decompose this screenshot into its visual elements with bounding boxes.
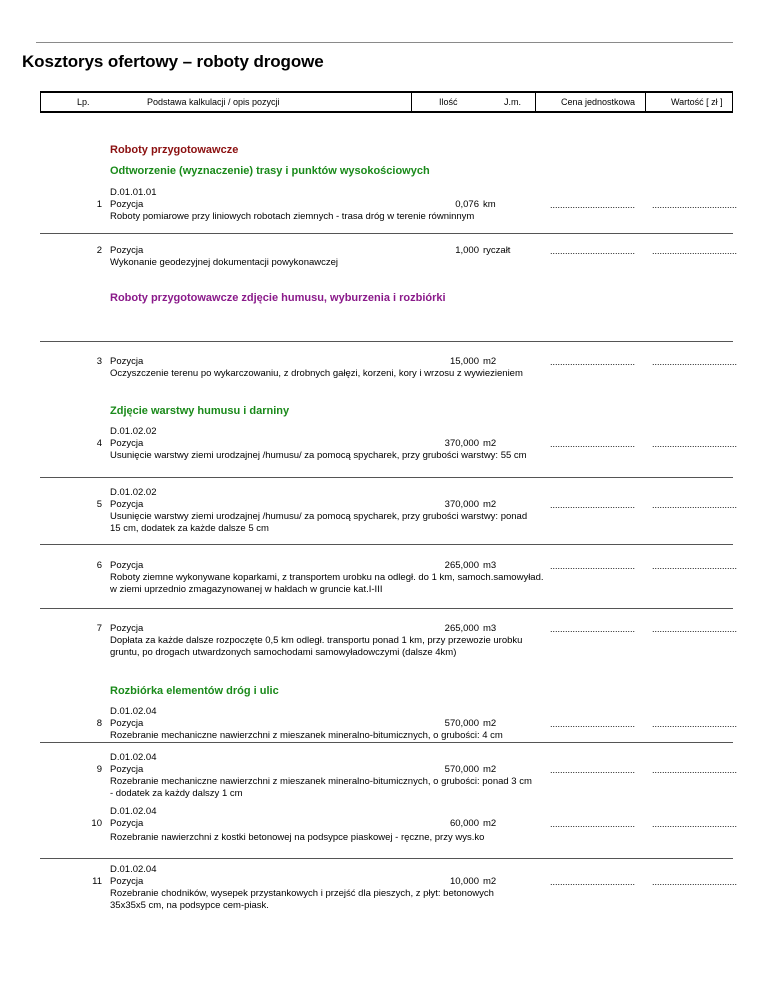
item-code: D.01.02.04 <box>110 706 157 717</box>
item-quantity: 0,076 <box>455 199 479 210</box>
item-quantity: 265,000 <box>444 560 479 571</box>
item-description: Rozebranie nawierzchni z kostki betonowej na podsypce piaskowej - ręczne, przy wys.ko <box>110 832 485 843</box>
price-field[interactable]: .................................. <box>550 877 636 887</box>
page-title: Kosztorys ofertowy – roboty drogowe <box>22 52 324 71</box>
item-unit: m2 <box>483 718 497 729</box>
item-description: Dopłata za każde dalsze rozpoczęte 0,5 km odległ. transportu ponad 1 km, przy przewozie urobku gruntu, po drogach utwardzonych samochodami samowyładowczymi (dalsze 4km) <box>110 635 523 658</box>
item-quantity: 570,000 <box>444 764 479 775</box>
item-number: 7 <box>96 623 102 634</box>
item-label: Pozycja <box>110 356 144 367</box>
item-quantity: 60,000 <box>449 818 479 829</box>
item-code: D.01.02.02 <box>110 426 157 437</box>
price-field[interactable]: .................................. <box>550 246 636 256</box>
item-label: Pozycja <box>110 623 144 634</box>
item-number: 11 <box>92 876 102 887</box>
item-number: 10 <box>91 818 102 829</box>
item-unit: m2 <box>483 438 497 449</box>
section-heading: Zdjęcie warstwy humusu i darniny <box>110 405 290 417</box>
section-heading: Rozbiórka elementów dróg i ulic <box>110 685 279 697</box>
header-cena: Cena jednostkowa <box>561 97 636 107</box>
item-unit: m2 <box>483 876 497 887</box>
price-field[interactable]: .................................. <box>550 624 636 634</box>
section-heading: Odtworzenie (wyznaczenie) trasy i punktów wysokościowych <box>110 165 430 177</box>
section-heading: Roboty przygotowawcze <box>110 144 239 156</box>
item-description: Oczyszczenie terenu po wykarczowaniu, z drobnych gałęzi, korzeni, kory i wrzosu z wywiezieniem <box>110 368 523 379</box>
value-field[interactable]: .................................. <box>652 246 738 256</box>
row-separator <box>40 477 733 478</box>
item-label: Pozycja <box>110 818 144 829</box>
item-unit: m3 <box>483 560 497 571</box>
item-number: 8 <box>96 718 102 729</box>
row-separator <box>40 858 733 859</box>
item-quantity: 10,000 <box>449 876 479 887</box>
row-separator <box>40 341 733 342</box>
item-description: Roboty ziemne wykonywane koparkami, z transportem urobku na odległ. do 1 km, samoch.samowyład. w ziemi uprzednio zmagazynowanej w hałdach w gruncie kat.I-III <box>110 572 544 595</box>
section-heading: Roboty przygotowawcze zdjęcie humusu, wyburzenia i rozbiórki <box>110 292 446 304</box>
item-description: Wykonanie geodezyjnej dokumentacji powykonawczej <box>110 257 339 268</box>
item-quantity: 370,000 <box>444 499 479 510</box>
item-unit: m2 <box>483 499 497 510</box>
item-description: Rozebranie chodników, wysepek przystankowych i przejść dla pieszych, z płyt: betonowych 35x35x5 cm, na podsypce cem-piask. <box>110 888 494 911</box>
item-number: 9 <box>96 764 102 775</box>
header-ilosc: Ilość <box>439 97 458 107</box>
price-field[interactable]: .................................. <box>550 819 636 829</box>
item-number: 6 <box>96 560 102 571</box>
item-description: Usunięcie warstwy ziemi urodzajnej /humusu/ za pomocą spycharek, przy grubości warstwy: 55 cm <box>110 450 527 461</box>
row-separator <box>40 742 733 743</box>
item-description: Rozebranie mechaniczne nawierzchni z mieszanek mineralno-bitumicznych, o grubości: ponad 3 cm - dodatek za każdy dalszy 1 cm <box>110 776 532 799</box>
item-code: D.01.01.01 <box>110 187 157 198</box>
item-unit: m2 <box>483 818 497 829</box>
table-header <box>40 91 733 113</box>
price-field[interactable]: .................................. <box>550 439 636 449</box>
item-number: 1 <box>96 199 102 210</box>
item-number: 4 <box>96 438 102 449</box>
header-divider <box>411 91 412 113</box>
value-field[interactable]: .................................. <box>652 765 738 775</box>
header-lp: Lp. <box>77 97 90 107</box>
item-number: 2 <box>96 245 102 256</box>
price-field[interactable]: .................................. <box>550 200 636 210</box>
item-quantity: 15,000 <box>449 356 479 367</box>
item-label: Pozycja <box>110 199 144 210</box>
row-separator <box>40 544 733 545</box>
item-number: 3 <box>96 356 102 367</box>
item-unit: m2 <box>483 356 497 367</box>
value-field[interactable]: .................................. <box>652 200 738 210</box>
item-quantity: 370,000 <box>444 438 479 449</box>
item-code: D.01.02.02 <box>110 487 157 498</box>
item-description: Usunięcie warstwy ziemi urodzajnej /humusu/ za pomocą spycharek, przy grubości warstwy: ponad 15 cm, dodatek za każde dalsze 5 cm <box>110 511 528 534</box>
header-wartosc: Wartość [ zł ] <box>671 97 723 107</box>
item-description: Roboty pomiarowe przy liniowych robotach ziemnych - trasa dróg w terenie równinnym <box>110 211 475 222</box>
item-unit: km <box>483 199 496 210</box>
value-field[interactable]: .................................. <box>652 357 738 367</box>
item-quantity: 1,000 <box>455 245 479 256</box>
header-jm: J.m. <box>504 97 521 107</box>
row-separator <box>40 608 733 609</box>
item-label: Pozycja <box>110 438 144 449</box>
item-code: D.01.02.04 <box>110 864 157 875</box>
item-label: Pozycja <box>110 718 144 729</box>
top-rule <box>36 42 733 43</box>
value-field[interactable]: .................................. <box>652 719 738 729</box>
item-label: Pozycja <box>110 876 144 887</box>
row-separator <box>40 233 733 234</box>
value-field[interactable]: .................................. <box>652 561 738 571</box>
header-divider <box>645 91 646 113</box>
value-field[interactable]: .................................. <box>652 439 738 449</box>
item-label: Pozycja <box>110 560 144 571</box>
price-field[interactable]: .................................. <box>550 500 636 510</box>
price-field[interactable]: .................................. <box>550 719 636 729</box>
item-unit: ryczałt <box>483 245 511 256</box>
item-unit: m3 <box>483 623 497 634</box>
item-number: 5 <box>96 499 102 510</box>
item-label: Pozycja <box>110 764 144 775</box>
item-code: D.01.02.04 <box>110 752 157 763</box>
value-field[interactable]: .................................. <box>652 500 738 510</box>
value-field[interactable]: .................................. <box>652 877 738 887</box>
value-field[interactable]: .................................. <box>652 624 738 634</box>
price-field[interactable]: .................................. <box>550 765 636 775</box>
price-field[interactable]: .................................. <box>550 357 636 367</box>
value-field[interactable]: .................................. <box>652 819 738 829</box>
header-podstawa: Podstawa kalkulacji / opis pozycji <box>147 97 280 107</box>
price-field[interactable]: .................................. <box>550 561 636 571</box>
item-description: Rozebranie mechaniczne nawierzchni z mieszanek mineralno-bitumicznych, o grubości: 4 cm <box>110 730 503 741</box>
item-unit: m2 <box>483 764 497 775</box>
item-quantity: 265,000 <box>444 623 479 634</box>
item-label: Pozycja <box>110 245 144 256</box>
header-divider <box>535 91 536 113</box>
item-quantity: 570,000 <box>444 718 479 729</box>
item-label: Pozycja <box>110 499 144 510</box>
item-code: D.01.02.04 <box>110 806 157 817</box>
